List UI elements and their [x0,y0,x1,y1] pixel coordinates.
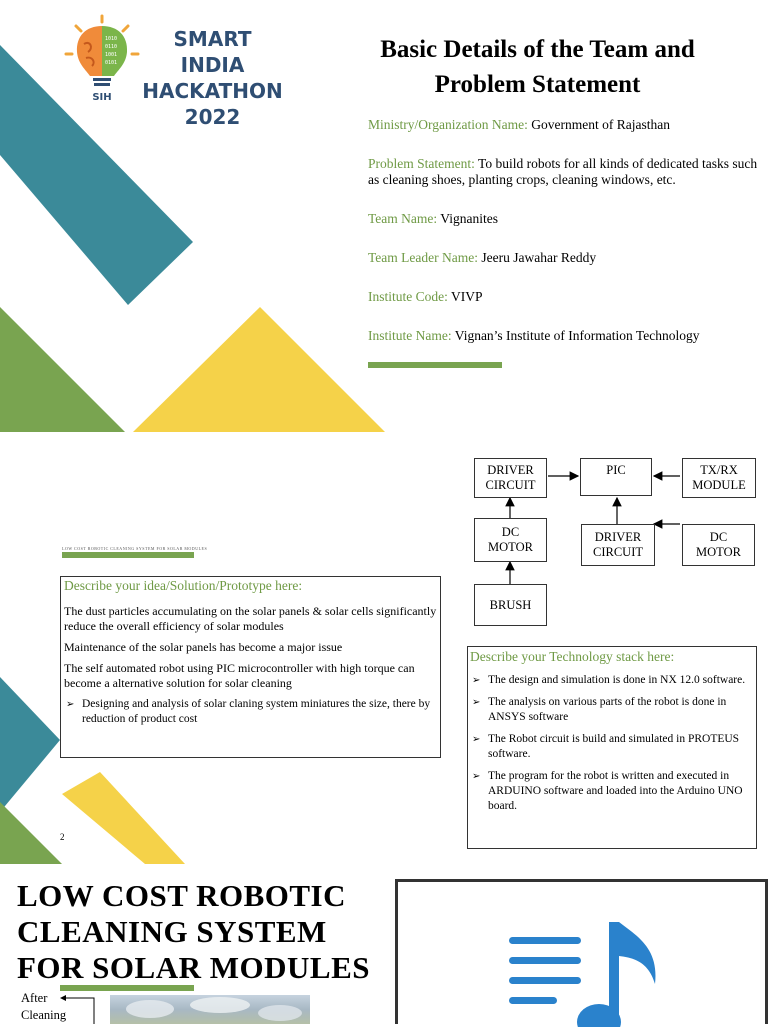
label-line: Cleaning [21,1008,67,1022]
tiny-header: LOW COST ROBOTIC CLEANING SYSTEM FOR SOLAR MODULES [62,546,208,551]
field-value: Vignanites [440,211,498,226]
arrow-bullet-icon: ➢ [472,734,481,745]
tech-stack-box [467,646,757,849]
idea-paragraph: Maintenance of the solar panels has become a major issue [64,640,343,654]
photo-clouds [110,995,310,1024]
box-label: PIC [606,463,626,477]
idea-box [60,576,441,758]
svg-text:0101: 0101 [105,60,118,66]
box-label: DC [501,525,520,539]
tech-bullet-text: The analysis on various parts of the robot is done in ANSYS software [488,696,727,723]
driver-circuit-box-2 [581,524,655,566]
title-line: CLEANING SYSTEM [17,914,327,949]
label-pointer [58,992,98,1024]
slide-1-title [330,32,745,102]
field-problem-statement [368,156,763,188]
field-label: Institute Name: [368,328,452,343]
field-team-leader [368,250,763,266]
logo-badge: SIH [92,92,112,103]
arrow-bullet-icon: ➢ [472,697,481,708]
tech-bullet-text: The design and simulation is done in NX 12.0 software. [488,674,746,686]
green-triangle [0,802,62,864]
box-label: DC [709,530,728,544]
logo-line-2: HACKATHON [142,79,283,103]
box-label: CIRCUIT [593,545,643,559]
arrow-bullet-icon: ➢ [472,675,481,686]
field-value: To build robots for all kinds of dedicated tasks such as cleaning shoes, planting crops, cleaning windows, etc. [368,156,758,187]
field-label: Team Leader Name: [368,250,478,265]
idea-box-title: Describe your idea/Solution/Prototype here: [64,578,303,593]
field-team-name [368,211,763,227]
svg-text:0110: 0110 [105,44,118,50]
box-label: BRUSH [489,597,532,612]
dc-motor-box [474,518,547,562]
tech-bullet [470,695,754,725]
arrow-bullet-icon: ➢ [472,771,481,782]
accent-bar [368,362,502,368]
field-value: VIVP [451,289,483,304]
logo-year: 2022 [184,105,241,129]
slide-1 [0,0,768,432]
tech-bullet-text: The program for the robot is written and executed in ARDUINO software and loaded into the Arduino UNO board. [488,770,743,812]
brush-box [474,584,547,626]
title-line: LOW COST ROBOTIC [17,878,347,913]
idea-paragraph: The self automated robot using PIC microcontroller with high torque can become a alternative solution for solar cleaning [64,661,415,690]
box-label: DRIVER [487,463,534,477]
yellow-triangle [133,307,385,432]
field-label: Team Name: [368,211,438,226]
title-line: FOR SOLAR MODULES [17,950,370,985]
sih-logo [62,14,287,129]
field-value: Jeeru Jawahar Reddy [481,250,597,265]
box-label: DRIVER [594,530,642,544]
tech-bullet [470,769,754,814]
field-value: Vignan’s Institute of Information Technology [454,328,700,343]
accent-bar [62,552,194,558]
brain-bulb-icon [62,14,142,104]
tech-box-title: Describe your Technology stack here: [470,649,675,664]
field-label: Ministry/Organization Name: [368,117,528,132]
field-institute-code [368,289,763,305]
tech-bullet [470,673,754,688]
field-label: Problem Statement: [368,156,475,171]
yellow-band [62,772,185,864]
arrow-bullet-icon: ➢ [66,699,75,710]
field-ministry [368,117,763,133]
title-line-1: Basic Details of the Team and [380,36,695,63]
idea-bullet [64,697,437,727]
box-label: CIRCUIT [485,478,536,492]
dc-motor-box-2 [682,524,755,566]
tech-bullet [470,732,754,762]
label-line: After [21,991,48,1005]
idea-bullet-text: Designing and analysis of solar claning system miniatures the size, there by reduction of product cost [82,698,431,725]
tech-bullet-text: The Robot circuit is build and simulated in PROTEUS software. [488,733,740,760]
box-label: TX/RX [700,463,738,477]
logo-line-1: SMART INDIA [173,27,252,77]
accent-bar [60,985,194,991]
driver-circuit-box [474,458,547,498]
block-diagram [470,456,760,626]
field-label: Institute Code: [368,289,448,304]
box-label: MOTOR [696,545,741,559]
page-number: 2 [60,832,65,842]
field-institute-name [368,328,763,344]
txrx-module-box [682,458,756,498]
svg-text:1010: 1010 [105,36,118,42]
media-placeholder[interactable] [395,879,768,1024]
box-label: MODULE [692,478,746,492]
pic-box [580,458,652,496]
box-label: MOTOR [488,540,533,554]
idea-paragraph: The dust particles accumulating on the solar panels & solar cells significantly reduce the overall efficiency of solar modules [64,604,437,633]
slide-2 [0,432,768,864]
green-triangle [0,307,125,432]
svg-text:1001: 1001 [105,52,118,58]
field-value: Government of Rajasthan [531,117,670,132]
slide-3-title [17,878,397,986]
title-line-2: Problem Statement [434,71,641,98]
teal-triangle [0,677,60,812]
solar-panel-photo [110,995,310,1024]
music-playlist-icon [503,912,663,1027]
slide-3 [0,864,768,1024]
